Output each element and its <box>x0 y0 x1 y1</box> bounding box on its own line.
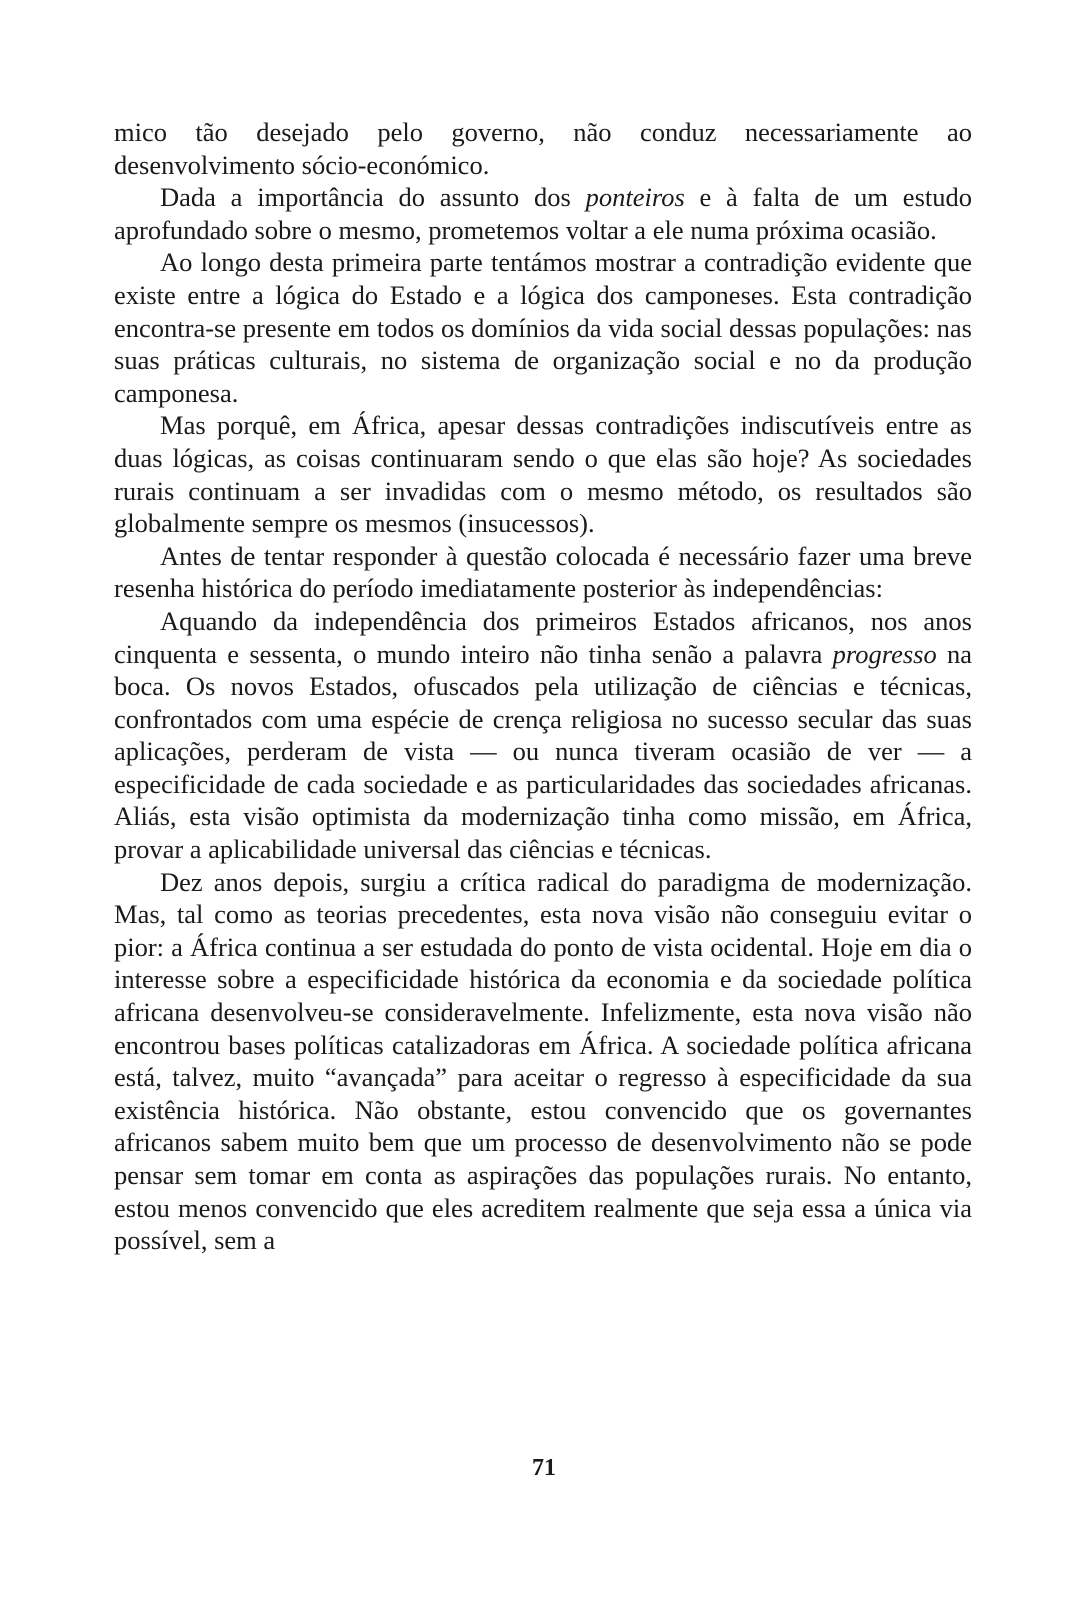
page-number: 71 <box>532 1455 556 1481</box>
text-run: Aquando da independência dos primeiros Estados africanos, nos anos cinquenta e sessenta, o mundo inteiro não tinha senão a palavra <box>114 605 972 669</box>
paragraph <box>114 181 972 246</box>
paragraph <box>114 605 972 866</box>
paragraph <box>114 246 972 409</box>
text-run: mico tão desejado pelo governo, não conduz necessariamente ao desenvolvimento sócio-económico. <box>114 117 972 180</box>
paragraph <box>114 409 972 539</box>
italic-term: progresso <box>832 638 937 669</box>
text-run: e à falta de um estudo aprofundado sobre o mesmo, prometemos voltar a ele numa próxima ocasião. <box>114 182 972 245</box>
text-run: Mas porquê, em África, apesar dessas contradições indiscutíveis entre as duas lógicas, as coisas continuaram sendo o que elas são hoje? As sociedades rurais continuam a ser invadidas com o mesmo método, os resultados são globalmente sempre os mesmos (insucessos). <box>114 410 972 539</box>
text-run: Dada a importância do assunto dos <box>160 182 586 213</box>
paragraph <box>114 116 972 181</box>
text-run: Ao longo desta primeira parte tentámos mostrar a contradição evidente que existe entre a lógica do Estado e a lógica dos camponeses. Esta contradição encontra-se presente em todos os domínios da vida social dessas populações: nas suas práticas culturais, no sistema de organização social e no da produção camponesa. <box>114 247 972 408</box>
text-run: Antes de tentar responder à questão colocada é necessário fazer uma breve resenha histórica do período imediatamente posterior às independências: <box>114 540 972 604</box>
paragraph <box>114 866 972 1257</box>
body-text <box>114 116 972 1257</box>
text-run: Dez anos depois, surgiu a crítica radical do paradigma de modernização. Mas, tal como as teorias precedentes, esta nova visão não conseguiu evitar o pior: a África continua a ser estudada do ponto de vista ocidental. Hoje em dia o interesse sobre a especificidade histórica da economia e da sociedade política africana desenvolveu-se consideravelmente. Infelizmente, esta nova visão não encontrou bases políticas catalizadoras em África. A sociedade política africana está, talvez, muito “avançada” para aceitar o regresso à especificidade da sua existência histórica. Não obstante, estou convencido que os governantes africanos sabem muito bem que um processo de desenvolvimento não se pode pensar sem tomar em conta as aspirações das populações rurais. No entanto, estou menos convencido que eles acreditem realmente que seja essa a única via possível, sem a <box>114 866 972 1256</box>
paragraph <box>114 540 972 605</box>
text-run: na boca. Os novos Estados, ofuscados pela utilização de ciências e técnicas, confrontados com uma espécie de crença religiosa no sucesso secular das suas aplicações, perderam de vista — ou nunca tiveram ocasião de ver — a especificidade de cada sociedade e as particularidades das sociedades africanas. Aliás, esta visão optimista da modernização tinha como missão, em África, provar a aplicabilidade universal das ciências e técnicas. <box>114 638 973 865</box>
italic-term: ponteiros <box>585 182 685 213</box>
